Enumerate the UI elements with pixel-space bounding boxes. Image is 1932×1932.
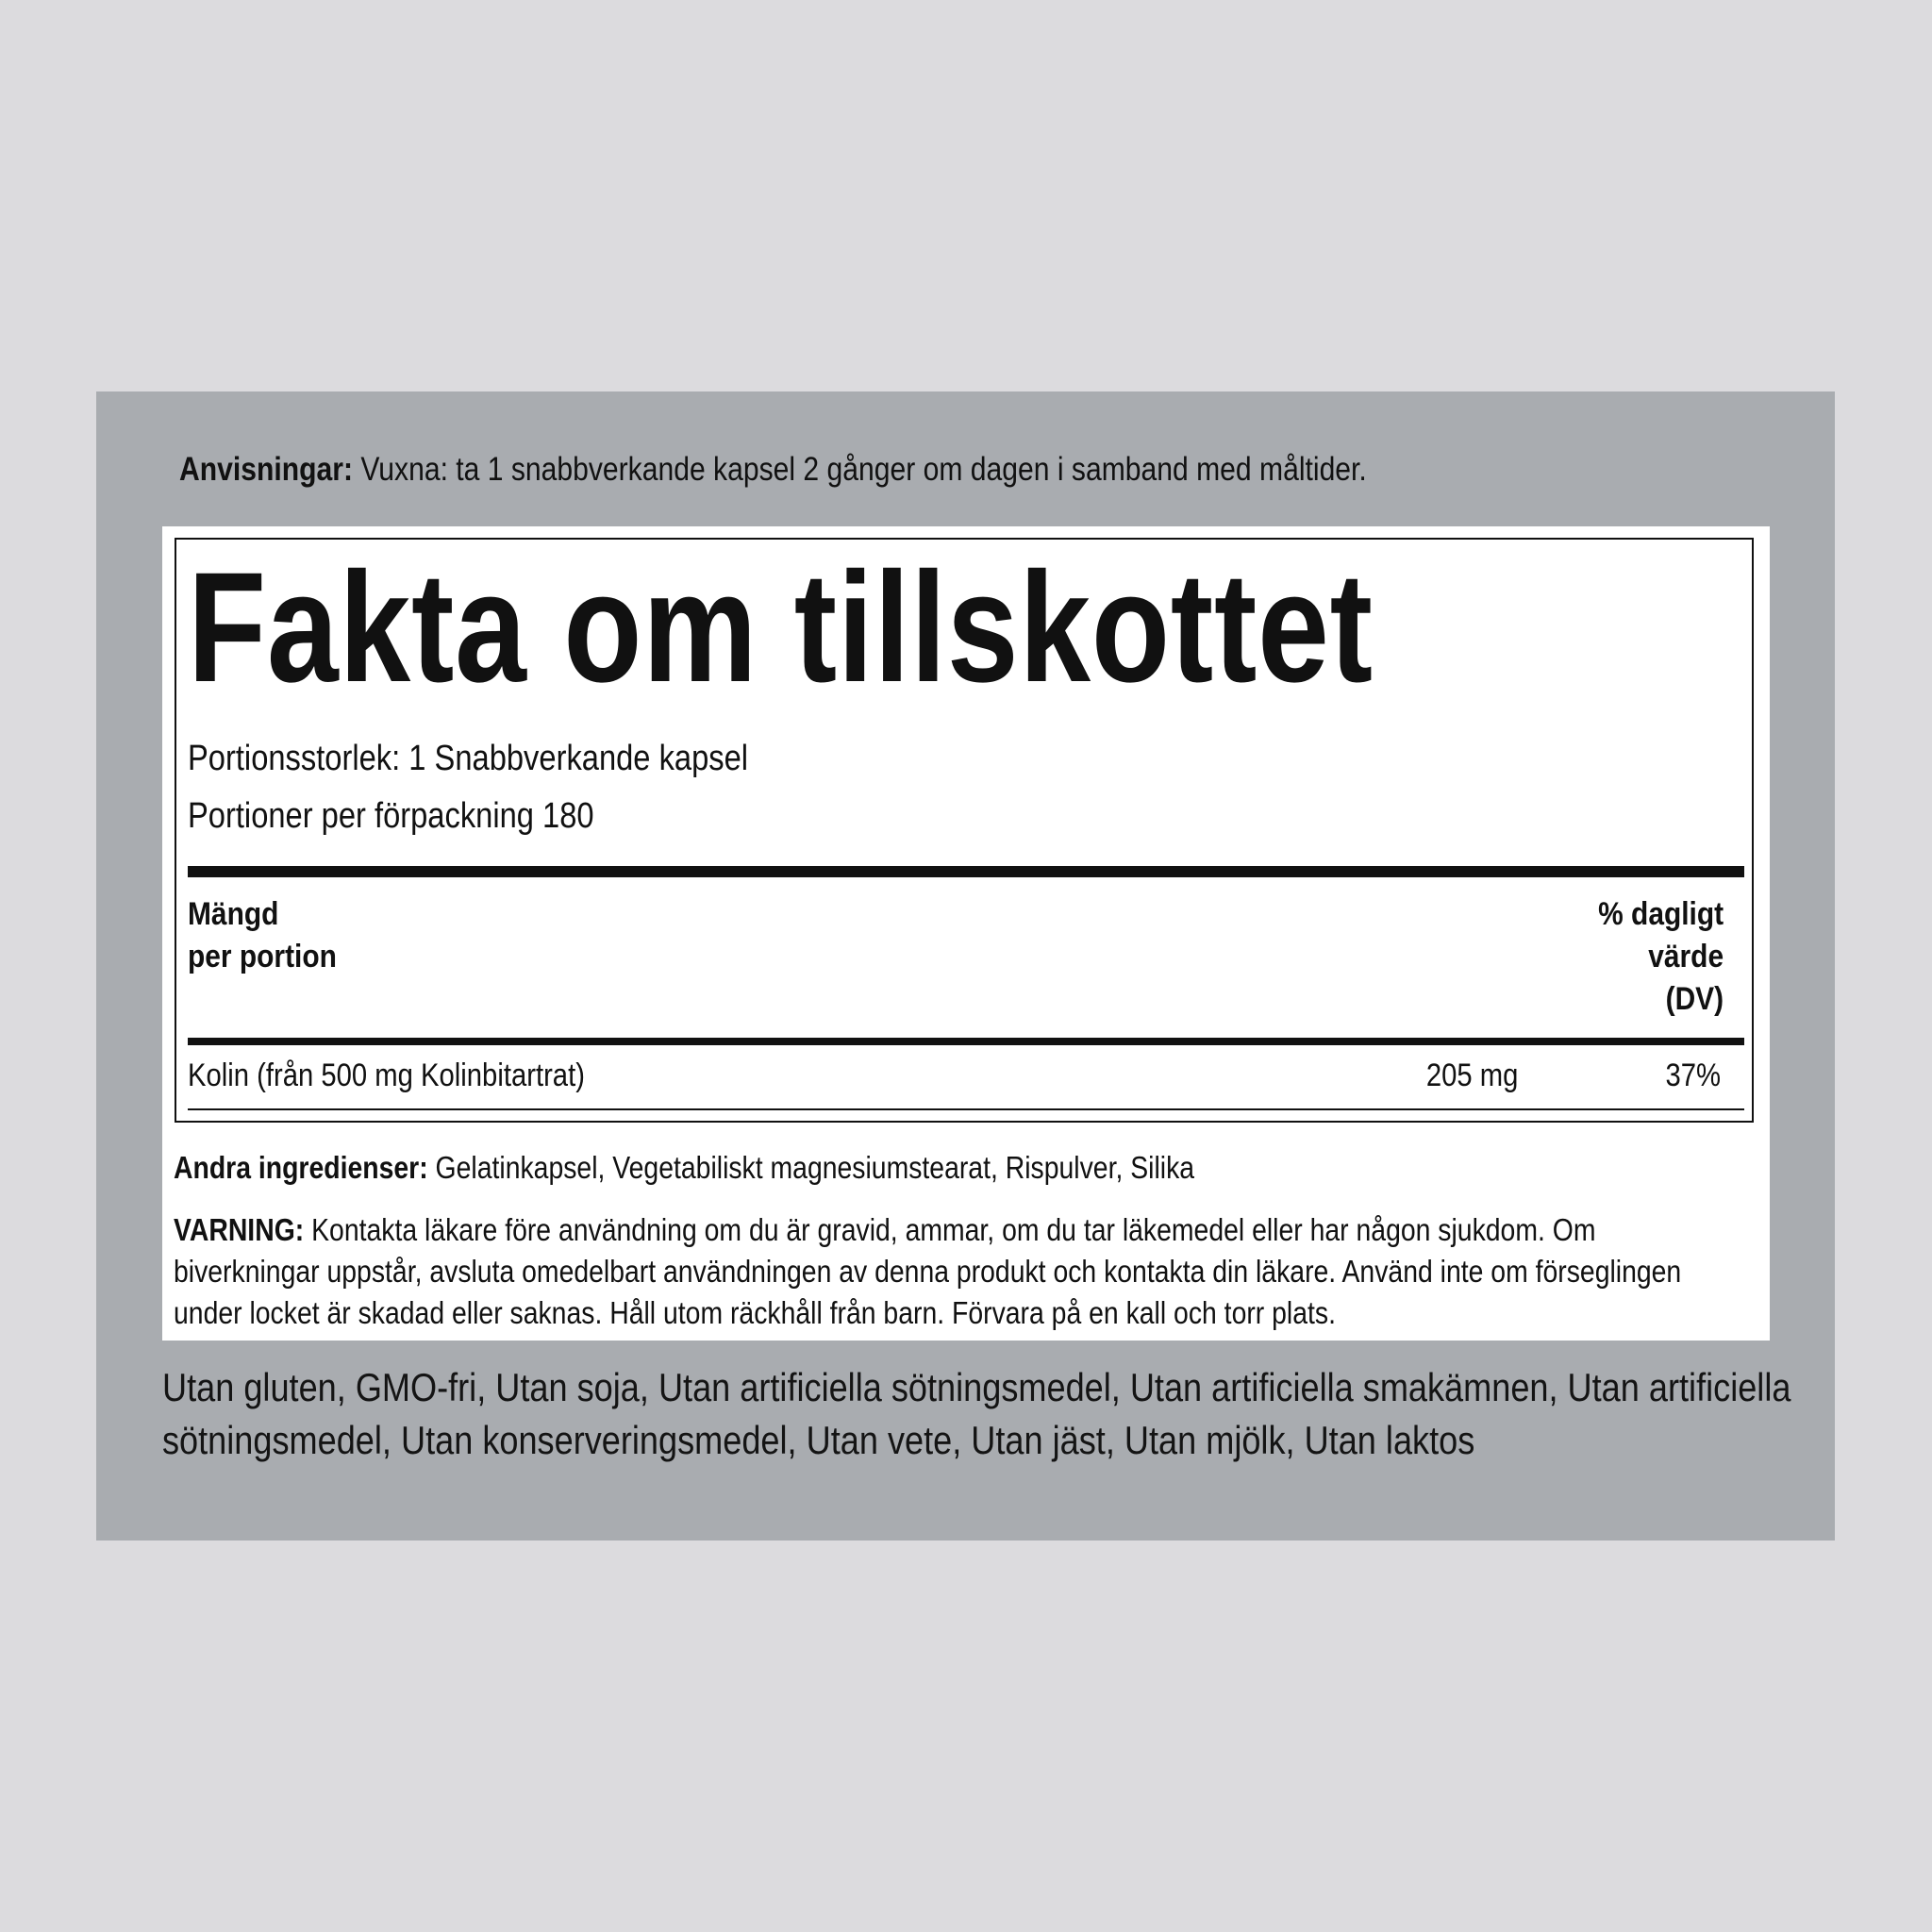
supplement-facts-box (175, 538, 1754, 1123)
other-ingredients-text: Gelatinkapsel, Vegetabiliskt magnesiumstearat, Rispulver, Silika (427, 1150, 1195, 1185)
warning-label: VARNING: (174, 1212, 305, 1247)
header-daily-value (1598, 893, 1724, 1021)
warning-body: Kontakta läkare före användning om du är gravid, ammar, om du tar läkemedel eller har någon sjukdom. Om biverkningar uppstår, avsluta omedelbart användningen av denna produkt och kontakta din läkare. Använd inte om förseglingen under locket är skadad eller saknas. Håll utom räckhåll från barn. Förvara på en kall och torr plats. (174, 1212, 1682, 1330)
directions-label: Anvisningar: (179, 451, 353, 488)
label-panel (96, 391, 1835, 1541)
nutrient-name: Kolin (från 500 mg Kolinbitartrat) (188, 1058, 585, 1093)
facts-title: Fakta om tillskottet (188, 541, 1374, 715)
divider-medium (188, 1038, 1744, 1045)
free-from-claims: Utan gluten, GMO-fri, Utan soja, Utan artificiella sötningsmedel, Utan artificiella smakämnen, Utan artificiella sötningsmedel, Utan konserveringsmedel, Utan vete, Utan jäst, Utan mjölk, Utan laktos (162, 1365, 1791, 1462)
directions-body: Vuxna: ta 1 snabbverkande kapsel 2 gånger om dagen i samband med måltider. (352, 451, 1367, 488)
divider-thin (188, 1108, 1744, 1110)
header-dv-line3: (DV) (1665, 981, 1724, 1017)
label-white-box (162, 526, 1770, 1341)
header-amount-line1: Mängd (188, 896, 279, 932)
header-dv-line1: % dagligt (1598, 896, 1724, 932)
nutrient-amount: 205 mg (1425, 1058, 1518, 1093)
divider-thick (188, 866, 1744, 877)
servings-per-container: Portioner per förpackning 180 (188, 796, 594, 836)
directions-text (179, 450, 1558, 490)
header-amount-per-serving (188, 893, 337, 978)
other-ingredients (174, 1147, 1194, 1189)
header-dv-line2: värde (1648, 939, 1724, 974)
other-ingredients-label: Andra ingredienser: (174, 1150, 428, 1185)
nutrient-daily-value: 37% (1665, 1058, 1721, 1093)
warning-text (174, 1209, 1740, 1334)
header-amount-line2: per portion (188, 939, 337, 974)
serving-size: Portionsstorlek: 1 Snabbverkande kapsel (188, 739, 749, 778)
